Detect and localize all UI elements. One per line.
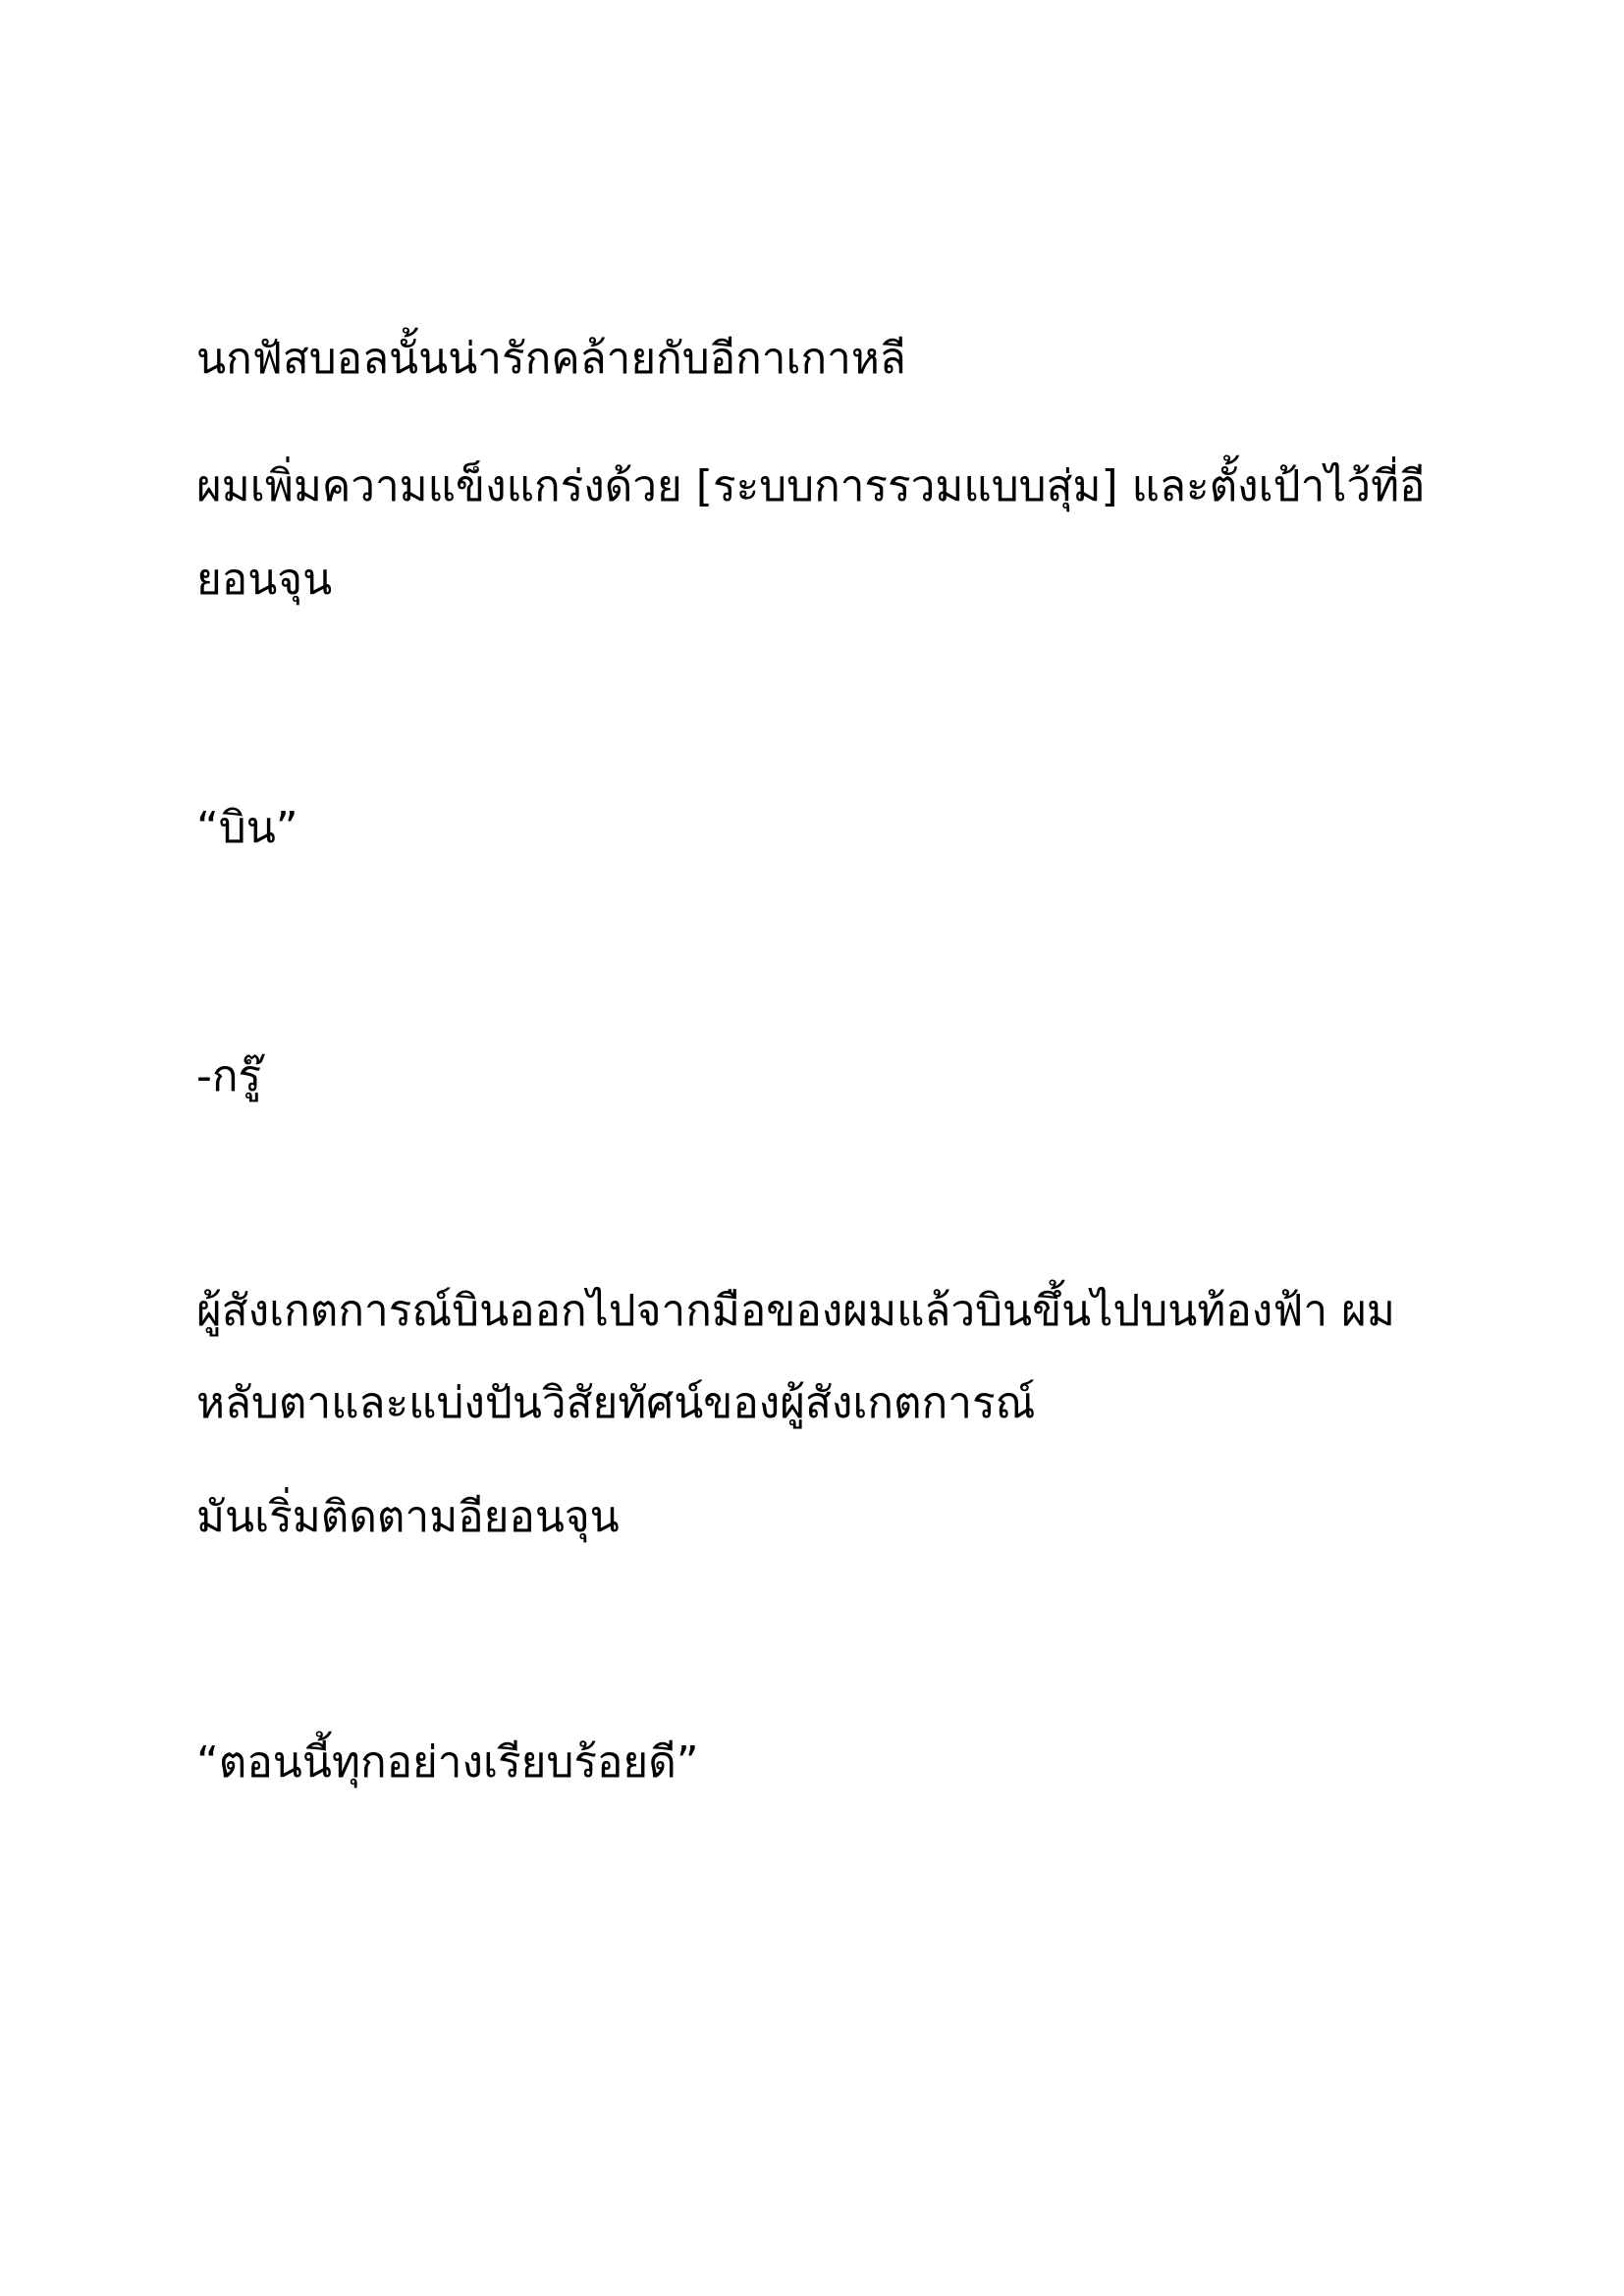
text-line: นกฟัสบอลนั้นน่ารักคล้ายกับอีกาเกาหลี bbox=[196, 334, 906, 384]
text-line: “บิน” bbox=[196, 803, 298, 853]
text-line: ผมเพิ่มความแข็งแกร่งด้วย [ระบบการรวมแบบสุ่ม] และตั้งเป้าไว้ที่อี bbox=[196, 461, 1426, 511]
text-line: -กรู๊ bbox=[196, 1051, 262, 1101]
text-line: หลับตาและแบ่งปันวิสัยทัศน์ของผู้สังเกตการณ์ bbox=[196, 1378, 1036, 1428]
text-line: ผู้สังเกตการณ์บินออกไปจากมือของผมแล้วบินขึ้นไปบนท้องฟ้า ผม bbox=[196, 1286, 1395, 1336]
text-line: “ตอนนี้ทุกอย่างเรียบร้อยดี” bbox=[196, 1737, 699, 1788]
text-line: มันเริ่มติดตามอียอนจุน bbox=[196, 1492, 620, 1542]
text-line: ยอนจุน bbox=[196, 555, 333, 605]
